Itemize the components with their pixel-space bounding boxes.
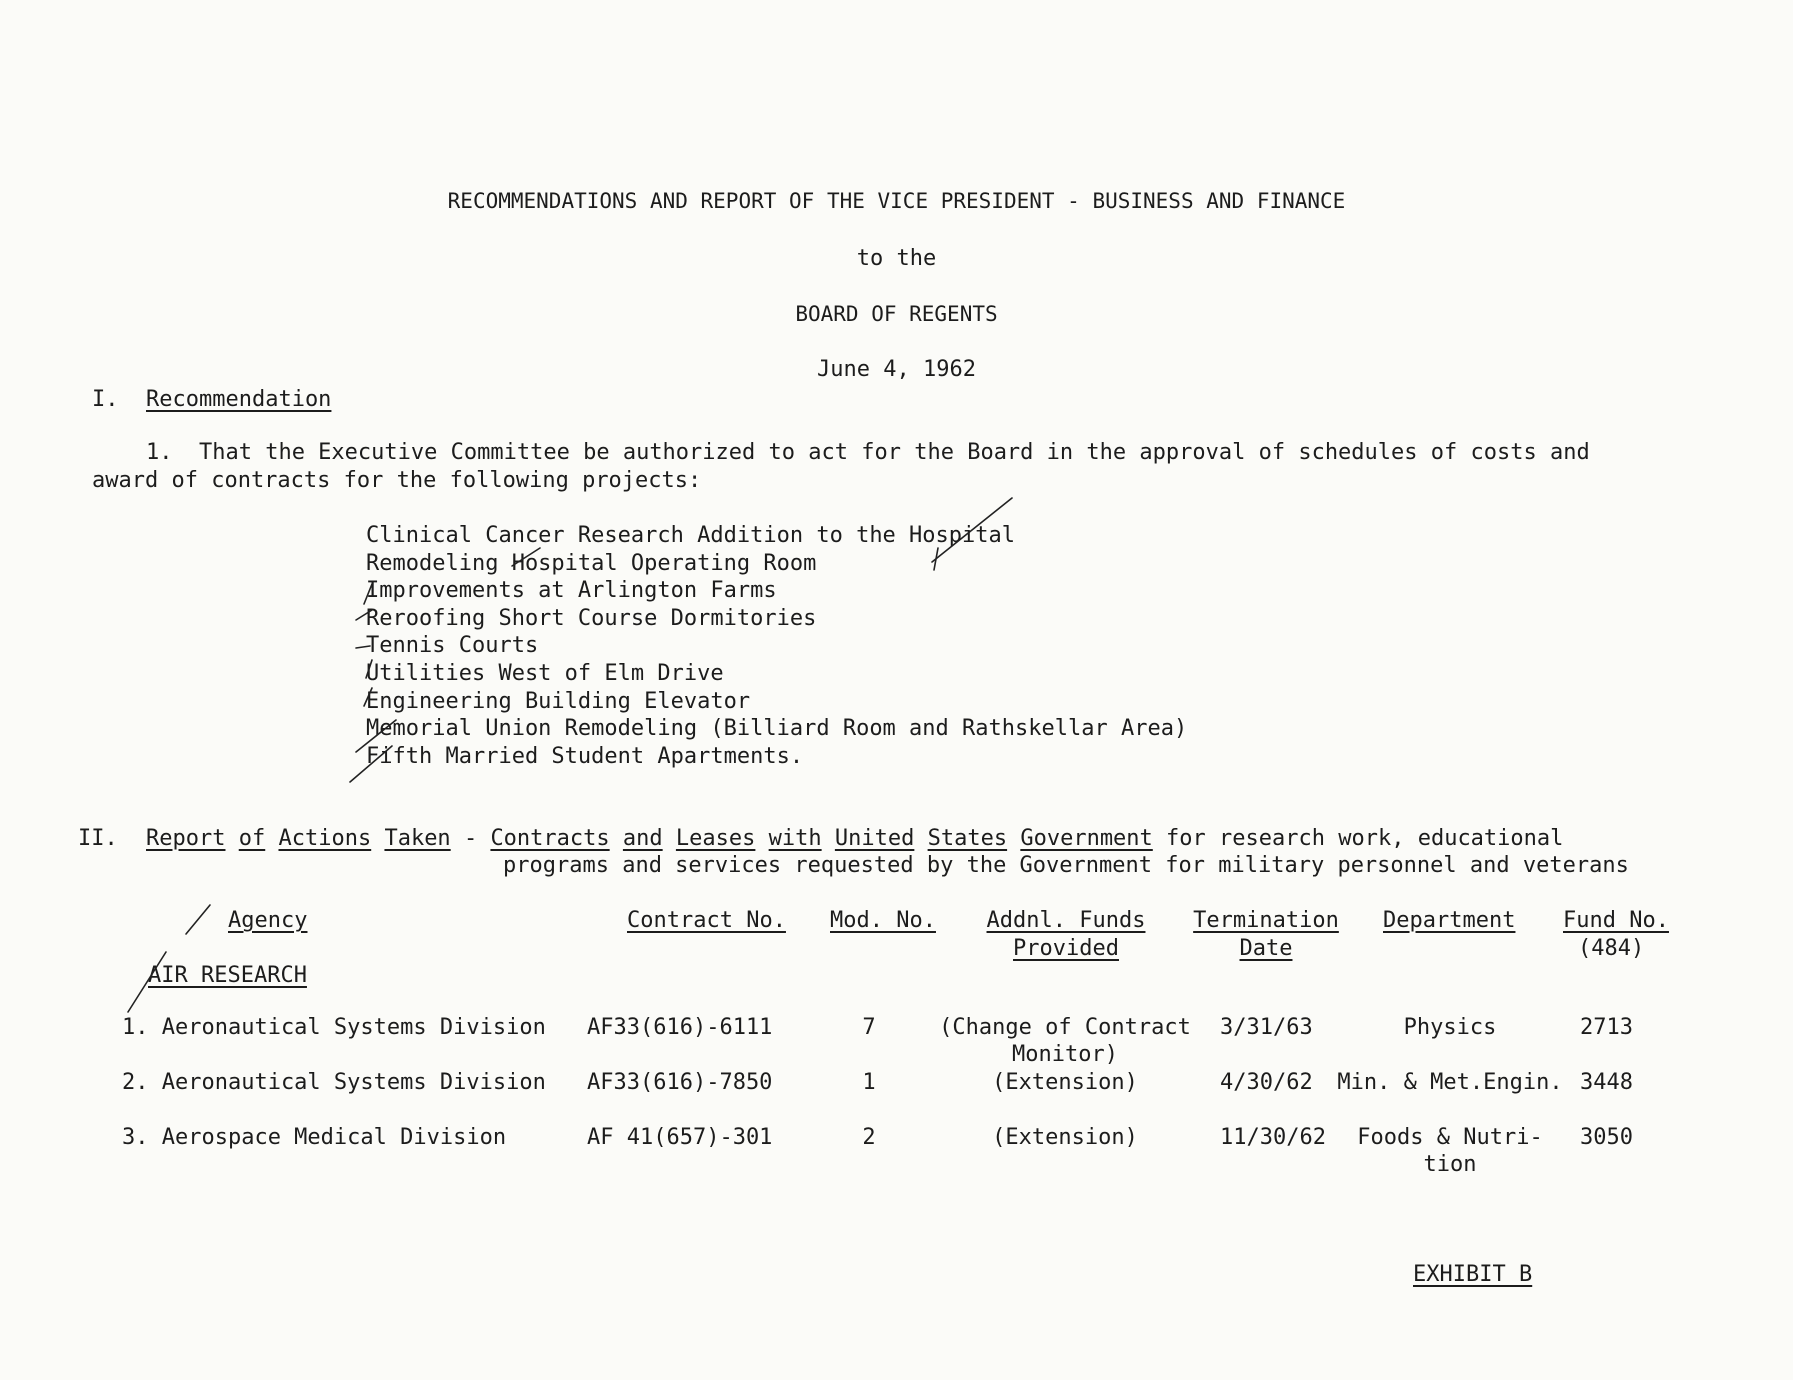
project-item: Reroofing Short Course Dormitories: [366, 605, 817, 631]
section-1-paragraph-line-1: 1. That the Executive Committee be authorized to act for the Board in the approval of schedules of costs and: [146, 440, 1590, 465]
header-department: Department: [1383, 908, 1516, 933]
section-2-heading-line-2: programs and services requested by the Government for military personnel and veterans: [503, 853, 1629, 878]
section-2-number: II.: [78, 826, 118, 851]
cell-termination-date: 11/30/62: [1220, 1125, 1326, 1150]
header-provided: Provided: [1013, 936, 1119, 961]
cell-agency: 2. Aeronautical Systems Division: [122, 1070, 546, 1095]
header-termination: Termination: [1193, 908, 1339, 933]
cell-fund-no: 3448: [1580, 1070, 1633, 1095]
cell-agency: 1. Aeronautical Systems Division: [122, 1015, 546, 1040]
header-contract-no: Contract No.: [627, 908, 786, 933]
cell-addnl-funds-line-2: Monitor): [1012, 1042, 1118, 1067]
cell-department: Physics: [1403, 1015, 1497, 1040]
header-mod-no: Mod. No.: [830, 908, 936, 933]
project-item: Remodeling Hospital Operating Room: [366, 550, 817, 576]
document-title: RECOMMENDATIONS AND REPORT OF THE VICE PRESIDENT - BUSINESS AND FINANCE: [447, 189, 1346, 213]
section-1-number: I.: [92, 387, 119, 412]
government-word: Government: [1020, 826, 1153, 851]
project-item: Memorial Union Remodeling (Billiard Room and Rathskellar Area): [366, 716, 1188, 742]
project-item: Utilities West of Elm Drive: [366, 661, 724, 686]
check-mark-hospital-tail: [934, 548, 938, 570]
cell-fund-no: 2713: [1580, 1015, 1633, 1040]
states-word: States: [927, 826, 1008, 851]
header-date: Date: [1239, 936, 1293, 961]
cell-contract-no: AF33(616)-6111: [587, 1015, 773, 1040]
cell-fund-no: 3050: [1580, 1125, 1633, 1150]
contracts-word: Contracts: [490, 826, 610, 851]
check-mark-agency: [186, 905, 210, 934]
project-item: Improvements at Arlington Farms: [366, 578, 777, 604]
section-1-title: Recommendation: [146, 387, 332, 412]
title-to-the: to the: [856, 246, 937, 271]
cell-agency: 3. Aerospace Medical Division: [122, 1125, 507, 1150]
report-word: Report: [146, 826, 226, 851]
exhibit-label: EXHIBIT B: [1413, 1262, 1533, 1287]
cell-addnl-funds: (Change of Contract: [939, 1015, 1191, 1040]
cell-mod-no: 7: [862, 1015, 876, 1040]
heading-rest: for research work, educational: [1166, 826, 1564, 851]
project-item: Fifth Married Student Apartments.: [366, 743, 804, 769]
cell-department: Min. & Met.Engin.: [1337, 1070, 1563, 1095]
cell-department-line-2: tion: [1423, 1152, 1477, 1177]
united-word: United: [834, 826, 915, 851]
of-word: of: [238, 826, 266, 851]
cell-termination-date: 3/31/63: [1220, 1015, 1313, 1040]
header-fund-no: Fund No.: [1563, 908, 1669, 933]
taken-word: Taken: [384, 826, 451, 851]
cell-mod-no: 1: [862, 1070, 876, 1095]
category-air-research: AIR RESEARCH: [148, 963, 307, 988]
cell-termination-date: 4/30/62: [1220, 1070, 1313, 1095]
project-item: Engineering Building Elevator: [366, 688, 751, 714]
cell-mod-no: 2: [862, 1125, 876, 1150]
cell-department: Foods & Nutri-: [1357, 1125, 1543, 1150]
with-word: with: [768, 826, 822, 851]
section-2-heading-line-1: [146, 826, 1563, 852]
document-date: June 4, 1962: [817, 357, 976, 382]
cell-contract-no: AF33(616)-7850: [587, 1070, 773, 1095]
header-addnl-funds: Addnl. Funds: [986, 908, 1146, 933]
section-1-paragraph-line-2: award of contracts for the following projects:: [92, 468, 702, 493]
actions-word: Actions: [278, 826, 372, 851]
leases-word: Leases: [675, 826, 756, 851]
cell-contract-no: AF 41(657)-301: [587, 1125, 773, 1150]
cell-addnl-funds: (Extension): [992, 1070, 1138, 1095]
cell-addnl-funds: (Extension): [992, 1125, 1138, 1150]
header-fund-code: (484): [1578, 936, 1645, 961]
project-item: Clinical Cancer Research Addition to the Hospital: [366, 523, 1016, 548]
and-word: and: [622, 826, 663, 851]
project-item: Tennis Courts: [366, 633, 539, 659]
board-of-regents: BOARD OF REGENTS: [795, 302, 998, 326]
header-agency: Agency: [228, 908, 308, 933]
heading-dash: -: [463, 826, 478, 851]
